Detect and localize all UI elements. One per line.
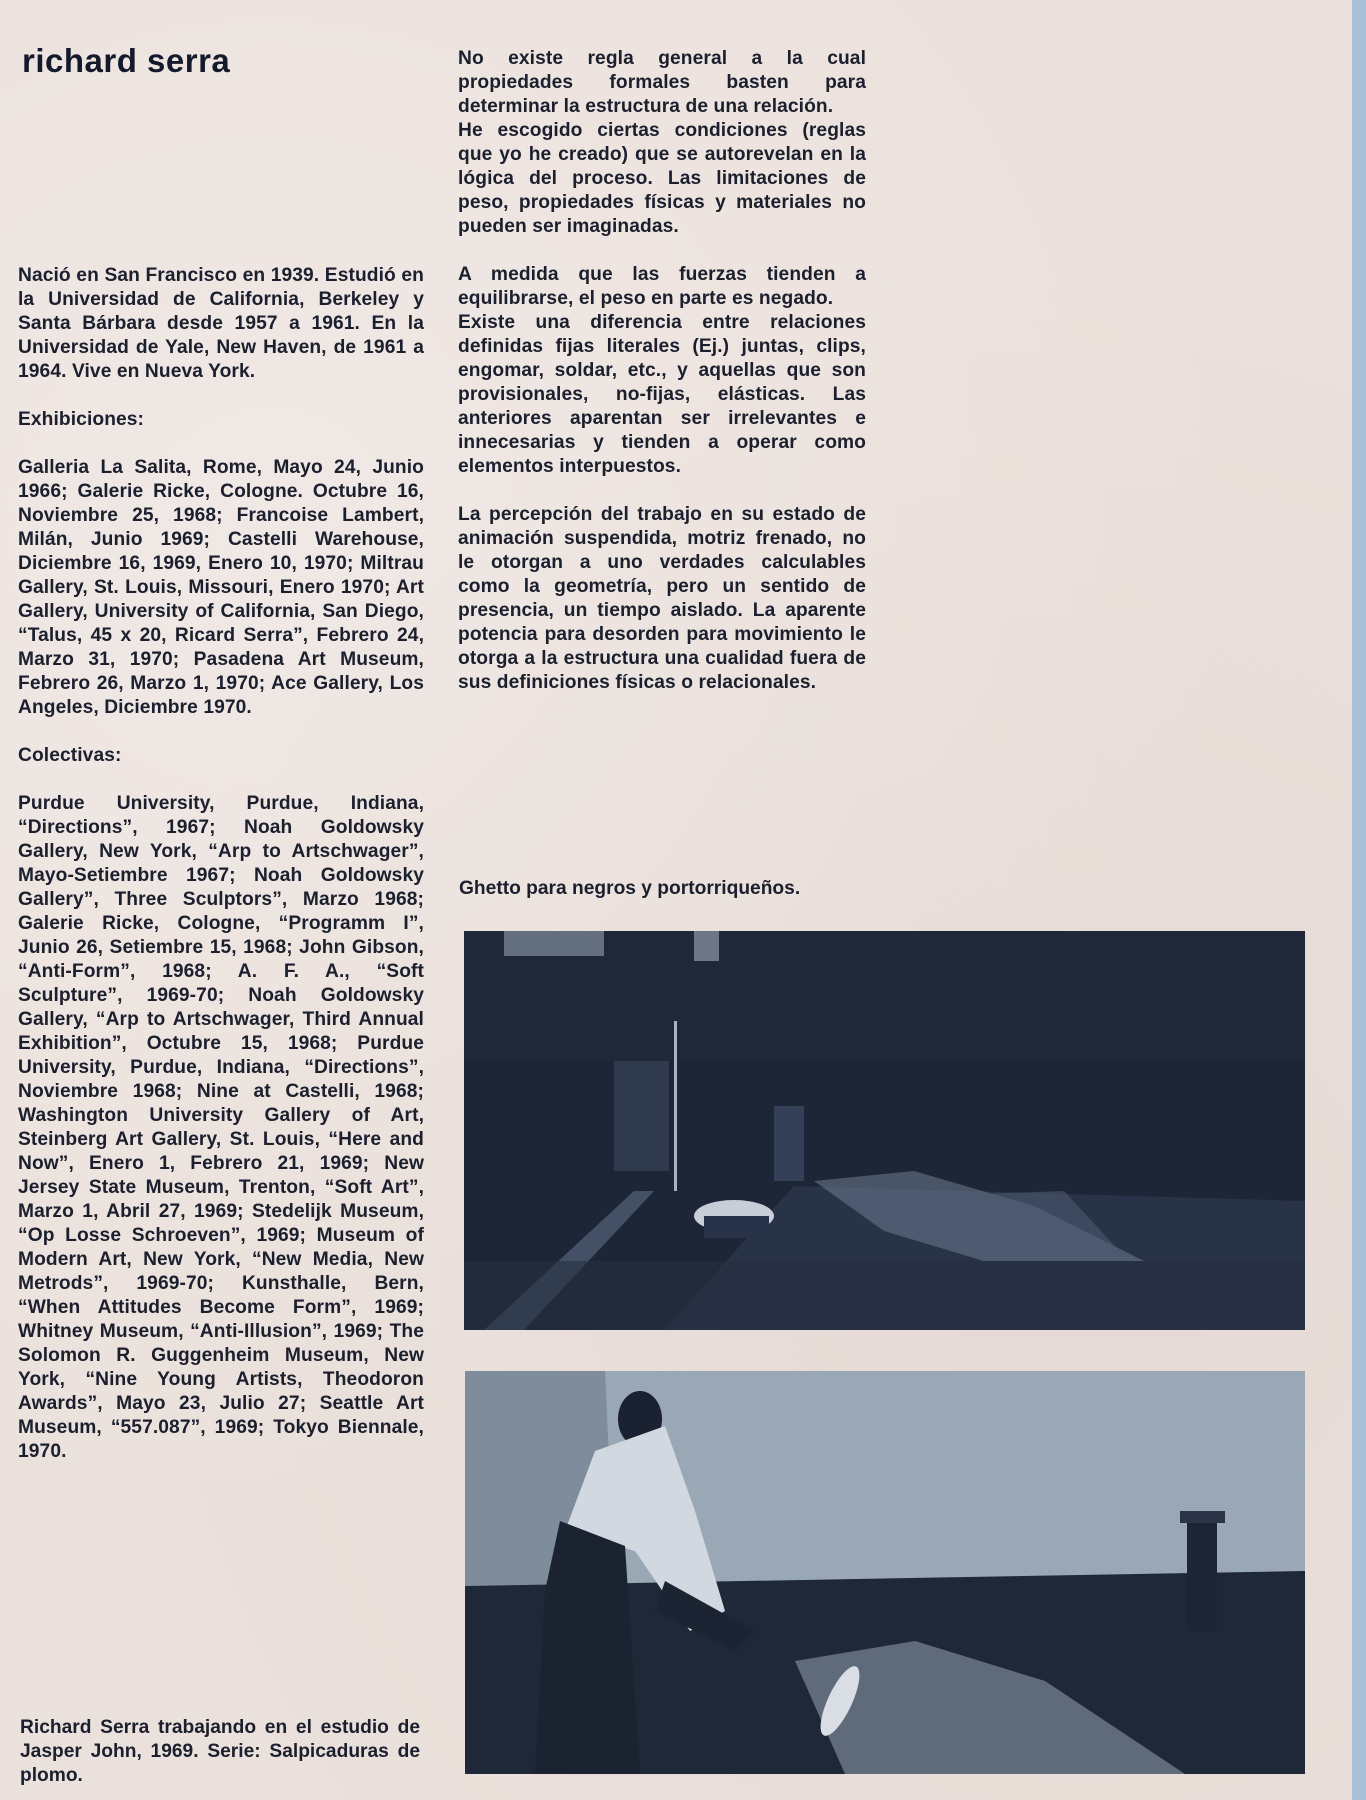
ghetto-photo-caption: Ghetto para negros y portorriqueños. — [459, 878, 801, 899]
artist-bio: Nació en San Francisco en 1939. Estudió en la Universidad de California, Berkeley y Santa Bárbara desde 1957 a 1961. En la Universidad de Yale, New Haven, de 1961 a 1964. Vive en Nueva York. — [18, 265, 424, 382]
collectives-list: Purdue University, Purdue, Indiana, “Directions”, 1967; Noah Goldowsky Gallery, New York, “Arp to Artschwager”, Mayo-Setiembre 1967; Noah Goldowsky Gallery”, Three Sculptors”, Marzo 1968; Galerie Ricke, Cologne, “Programm I”, Junio 26, Setiembre 15, 1968; John Gibson, “Anti-Form”, 1968; A. F. A., “Soft Sculpture”, 1969-70; Noah Goldowsky Gallery, “Arp to Artschwager, Third Annual Exhibition”, Octubre 15, 1968; Purdue University, Purdue, Indiana, “Directions”, Noviembre 1968; Nine at Castelli, 1968; Washington University Gallery of Art, Steinberg Art Gallery, St. Louis, “Here and Now”, Enero 1, Febrero 21, 1969; New Jersey State Museum, Trenton, “Soft Art”, Marzo 1, Abril 27, 1969; Stedelijk Museum, “Op Losse Schroeven”, 1969; Museum of Modern Art, New York, “New Media, New Metrods”, 1969-70; Kunsthalle, Bern, “When Attitudes Become Form”, 1969; Whitney Museum, “Anti-Illusion”, 1969; The Solomon R. Guggenheim Museum, New York, “Nine Young Artists, Theodoron Awards”, Mayo 23, Julio 27; Seattle Art Museum, “557.087”, 1969; Tokyo Biennale, 1970. — [18, 793, 424, 1462]
statement-paragraph: A medida que las fuerzas tienden a equilibrarse, el peso en parte es negado. — [458, 264, 866, 309]
collectives-heading: Colectivas: — [18, 745, 122, 766]
exhibitions-heading: Exhibiciones: — [18, 409, 145, 430]
serra-working-photo — [465, 1371, 1305, 1774]
right-column — [458, 47, 866, 695]
statement-paragraph: No existe regla general a la cual propiedades formales basten para determinar la estructura de una relación. — [458, 48, 866, 117]
street-scene-image — [464, 931, 1305, 1330]
statement-paragraph: Existe una diferencia entre relaciones definidas fijas literales (Ej.) juntas, clips, engomar, soldar, etc., y aquellas que son provisionales, no-fijas, elásticas. Las anteriores aparentan ser irrelevantes e innecesarias y tienden a operar como elementos interpuestos. — [458, 312, 866, 477]
exhibitions-list: Galleria La Salita, Rome, Mayo 24, Junio 1966; Galerie Ricke, Cologne. Octubre 16, Noviembre 25, 1968; Francoise Lambert, Milán, Junio 1969; Castelli Warehouse, Diciembre 16, 1969, Enero 10, 1970; Miltrau Gallery, St. Louis, Missouri, Enero 1970; Art Gallery, University of California, San Diego, “Talus, 45 x 20, Ricard Serra”, Febrero 24, Marzo 31, 1970; Pasadena Art Museum, Febrero 26, Marzo 1, 1970; Ace Gallery, Los Angeles, Diciembre 1970. — [18, 457, 424, 718]
serra-photo-caption: Richard Serra trabajando en el estudio de Jasper John, 1969. Serie: Salpicaduras de plomo. — [20, 1717, 420, 1786]
statement-paragraph: La percepción del trabajo en su estado de animación suspendida, motriz frenado, no le otorgan a uno verdades calculables como la geometría, pero un sentido de presencia, un tiempo aislado. La aparente potencia para desorden para movimiento le otorga a la estructura una cualidad fuera de sus definiciones físicas o relacionales. — [458, 504, 866, 693]
ghetto-street-photo — [464, 931, 1305, 1330]
statement-paragraph: He escogido ciertas condiciones (reglas que yo he creado) que se autorevelan en la lógica del proceso. Las limitaciones de peso, propiedades físicas y materiales no pueden ser imaginadas. — [458, 120, 866, 237]
artist-working-image — [465, 1371, 1305, 1774]
left-column — [18, 264, 424, 1464]
article-title: richard serra — [22, 42, 231, 79]
